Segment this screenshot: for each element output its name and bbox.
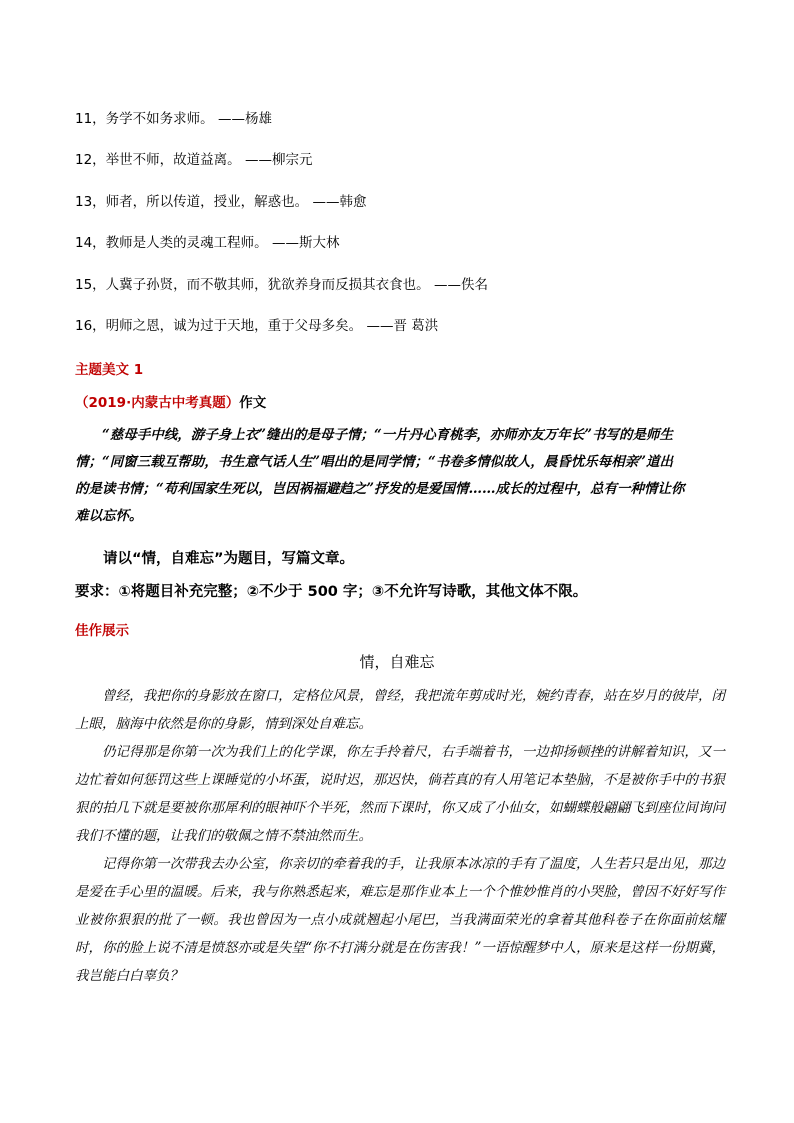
essay-paragraph: 曾经，我把你的身影放在窗口，定格位风景，曾经，我把流年剪成时光，婉约青春，站在岁月的彼岸，闭上眼，脑海中依然是你的身影，情到深处自难忘。 bbox=[75, 688, 725, 732]
prompt-line-1: “慈母手中线，游子身上衣”缝出的是母子情；“一片丹心育桃李，亦师亦友万年长”书写的是师生 bbox=[102, 427, 674, 443]
prompt-line-4: 难以忘怀。 bbox=[75, 508, 143, 524]
essay-body bbox=[75, 682, 725, 990]
quote-11: 11，务学不如务求师。 ——杨雄 bbox=[75, 111, 272, 127]
prompt-line-3: 的是读书情；“苟利国家生死以，岂因祸福避趋之”抒发的是爱国情……成长的过程中，总有一种情让你 bbox=[75, 481, 685, 497]
source-label: 作文 bbox=[239, 395, 267, 411]
essay-title: 情，自难忘 bbox=[359, 653, 435, 671]
requirements-line: 要求：①将题目补充完整；②不少于 500 字；③不允许写诗歌，其他文体不限。 bbox=[75, 584, 588, 600]
essay-paragraph: 仍记得那是你第一次为我们上的化学课，你左手拎着尺，右手端着书，一边抑扬顿挫的讲解着知识，又一边忙着如何惩罚这些上课睡觉的小坏蛋，说时迟，那迟快，倘若真的有人用笔记本垫脑，不是被你手中的书狠狠的拍几下就是要被你那犀利的眼神吓个半死，然而下课时，你又成了小仙女，如蝴蝶般翩翩飞到座位间询问我们不懂的题，让我们的敬佩之情不禁油然而生。 bbox=[75, 744, 725, 844]
essay-paragraph: 记得你第一次带我去办公室，你亲切的牵着我的手，让我原本冰凉的手有了温度，人生若只是出见，那边是爱在手心里的温暖。后来，我与你熟悉起来，难忘是那作业本上一个个惟妙惟肖的小哭脸，曾因不好好写作业被你狠狠的批了一顿。我也曾因为一点小成就翘起小尾巴，当我满面荣光的拿着其他科卷子在你面前炫耀时，你的脸上说不清是愤怒亦或是失望“你不打满分就是在伤害我！”一语惊醒梦中人，原来是这样一份期冀，我岂能白白辜负？ bbox=[75, 856, 725, 984]
instruction-line: 请以“情，自难忘”为题目，写篇文章。 bbox=[103, 551, 355, 567]
showcase-heading: 佳作展示 bbox=[75, 623, 129, 639]
quote-13: 13，师者，所以传道，授业，解惑也。 ——韩愈 bbox=[75, 194, 367, 210]
quote-14: 14，教师是人类的灵魂工程师。 ——斯大林 bbox=[75, 235, 340, 251]
quote-12: 12，举世不师，故道益离。 ——柳宗元 bbox=[75, 152, 313, 168]
section-heading: 主题美文 1 bbox=[75, 362, 144, 378]
quote-15: 15，人冀子孙贤，而不敬其师，犹欲养身而反损其衣食也。 ——佚名 bbox=[75, 277, 488, 293]
prompt-line-2: 情；“同窗三载互帮助，书生意气话人生”唱出的是同学情；“书卷多情似故人，晨昏忧乐每相亲”道出 bbox=[75, 454, 674, 470]
source-tag: （2019·内蒙古中考真题） bbox=[75, 395, 240, 411]
quote-16: 16，明师之恩，诚为过于天地，重于父母多矣。 ——晋 葛洪 bbox=[75, 318, 439, 334]
source-line bbox=[75, 391, 266, 411]
